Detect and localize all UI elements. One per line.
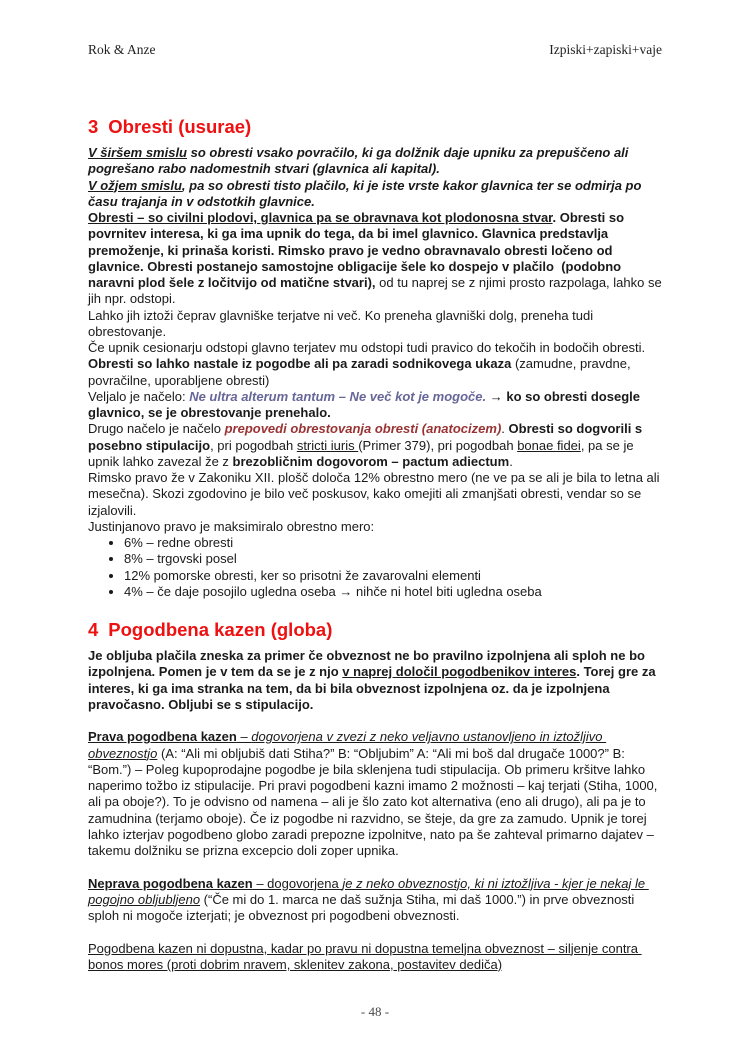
text-run: dogovorjena v zvezi z neko veljavno ustanovljeno in iztožljivo obveznostjo (88, 729, 607, 761)
bullet-list (88, 535, 663, 600)
paragraph (88, 308, 663, 341)
paragraph (88, 356, 663, 389)
blank-line (88, 859, 663, 875)
text-run: (“Če mi do 1. marca ne daš sužnja Stiha, mi daš 1000.”) in prve obveznosti sploh ni mogoče izterjati; je obveznost pri pogodbeni obveznosti. (88, 891, 638, 923)
text-run: (A: “Ali mi obljubiš dati Stiha?” B: “Obljubim” A: “Ali mi boš dal drugače 1000?” B: “Bom.”) – Poleg kupoprodajne pogodbe je bila sklenjena tudi stipulacija. Ob primeru kršitve lahko naperimo tožbo iz stipulacije. Pri pravi pogodbeni kazni imamo 2 možnosti – kaj terjati (Stiha, 1000, ali pa oboje?). To je odvisno od namena – ali je šlo zato kot alternativa (eno ali drugo), ali pa je to zamudnina (terjamo oboje). Če iz pogodbe ni razvidno, se šteje, da gre za zamudo. Upnik je torej lahko izterjav pogodbeno globo zaradi prepozne izpolnitve, nato pa še zahteval primarno dajatev – takemu dolžniku se prizna excepcio doli zoper upnika. (88, 745, 662, 858)
paragraph (88, 210, 666, 308)
paragraph (88, 421, 663, 470)
text-run: . Torej gre za interes, ki ga ima stranka na tem, da bi bila obveznost izpolnjena oz. da je izpolnjena pravočasno. Obljubi se s stipulacijo. (88, 664, 660, 712)
section-title: Obresti (usurae) (108, 116, 252, 137)
text-run: Neprava pogodbena kazen (88, 875, 253, 891)
paragraph (88, 519, 663, 535)
document-body (88, 116, 666, 973)
text-run: , pa se je upnik lahko zavezal že z (88, 437, 638, 469)
text-run: od tu naprej se z njimi prosto razpolaga, lahko se jih npr. odstopi. (88, 275, 666, 307)
section-heading (88, 116, 663, 138)
text-run: Rimsko pravo že v Zakoniku XII. plošč določa 12% obrestno mero (ne ve pa se ali je bila to letna ali mesečna). Skozi zgodovino je bilo več poskusov, kako omejiti ali zmanjšati obresti, vendar so se izjalovili. (88, 470, 664, 518)
paragraph (88, 941, 663, 974)
text-run: bonae fidei (517, 437, 581, 453)
text-run: Je obljuba plačila zneska za primer če obveznost ne bo pravilno izpolnjena ali sploh ne bo izpolnjena. Pomen je v tem da se je z njo (88, 648, 649, 680)
paragraph (88, 876, 663, 925)
text-run: Pogodbena kazen ni dopustna, kadar po pravu ni dopustna temeljna obveznost – siljenje contra bonos mores (proti dobrim nravem, sklenitev zakona, postavitev dediča) (88, 940, 642, 972)
text-run: Če upnik cesionarju odstopi glavno terjatev mu odstopi tudi pravico do tekočih in bodočih obresti. (88, 340, 646, 355)
page-header (88, 42, 662, 58)
text-run: Prava pogodbena kazen (88, 729, 237, 745)
text-run: Drugo načelo je načelo (88, 421, 225, 437)
text-run: . Obresti so povrnitev interesa, ki ga ima upnik do tega, da bi imel glavnico. Glavnica predstavlja premoženje, ki prinaša koristi. Rimsko pravo je vedno obravnavalo obresti ločeno od glavnice. Obresti postanejo samostojne obligacije šele ko dospejo v plačilo (podobno naravni plod šele z ločitvijo od matične stvari), (88, 210, 628, 290)
text-run: Veljalo je načelo: (88, 388, 190, 404)
text-run: – dogovorjena (252, 875, 343, 891)
text-run: (zamudne, pravdne, povračilne, uporabljene obresti) (88, 356, 635, 388)
bullet-item: • 12% pomorske obresti, ker so prisotni že zavarovalni elementi (124, 568, 663, 584)
section-heading (88, 619, 663, 641)
text-run: V ožjem smislu (88, 177, 182, 193)
text-run: je z neko obveznostjo, ki ni iztožljiva - kjer je nekaj le pogojno obljubljeno (88, 875, 649, 907)
blank-line (88, 924, 663, 940)
text-run: Obresti – so civilni plodovi, glavnica pa se obravnava kot plodonosna stvar (88, 210, 553, 225)
bullet-item: • 6% – redne obresti (124, 535, 663, 551)
paragraph (88, 729, 663, 859)
text-run: → ko so obresti dosegle glavnico, se je obrestovanje prenehalo. (88, 388, 644, 420)
text-run: stricti iuris (296, 437, 359, 453)
paragraph (88, 470, 663, 519)
header-right-text: Izpiski+zapiski+vaje (549, 42, 662, 57)
page-number: - 48 - (360, 1004, 390, 1019)
bullet-item: • 8% – trgovski posel (124, 551, 663, 567)
page-footer (0, 1004, 750, 1020)
paragraph (88, 389, 663, 422)
section-number: 3 (88, 116, 99, 137)
text-run: Ne ultra alterum tantum – Ne več kot je mogoče. (189, 388, 487, 404)
text-run: so obresti vsako povračilo, ki ga dolžnik daje upniku za prepuščeno ali pogrešano rabo nadomestnih stvari (glavnica ali kapital). (88, 145, 633, 177)
blank-line (88, 713, 663, 729)
text-run: Obresti so dogvorili s posebno stipulacijo (88, 421, 646, 453)
text-run: V širšem smislu (88, 145, 187, 160)
text-run: , pri pogodbah (210, 437, 297, 453)
bullet-item: • 4% – če daje posojilo ugledna oseba → nihče ni hotel biti ugledna oseba (124, 584, 663, 600)
paragraph (88, 145, 663, 178)
text-run: Justinjanovo pravo je maksimiralo obrestno mero: (88, 518, 375, 534)
section-title: Pogodbena kazen (globa) (108, 619, 333, 640)
text-run: Obresti so lahko nastale iz pogodbe ali pa zaradi sodnikovega ukaza (88, 356, 512, 372)
section-number: 4 (88, 619, 99, 640)
text-run: – (236, 729, 252, 745)
text-run: v naprej določil pogodbenikov interes (342, 664, 577, 680)
text-run: (Primer 379), pri pogodbah (358, 437, 518, 453)
paragraph (88, 178, 663, 211)
text-run: . (501, 421, 509, 437)
text-run: . (509, 453, 513, 469)
text-run: Lahko jih iztoži čeprav glavniške terjatve ni več. Ko preneha glavniški dolg, preneha tudi obrestovanje. (88, 307, 597, 339)
text-run: brezobličnim dogovorom – pactum adiectum (232, 453, 510, 469)
header-left-text: Rok & Anze (88, 42, 156, 57)
paragraph (88, 648, 663, 713)
text-run: prepovedi obrestovanja obresti (anatocizem) (224, 421, 502, 437)
paragraph (88, 340, 663, 356)
text-run: , pa so obresti tisto plačilo, ki je iste vrste kakor glavnica ter se odmirja po času trajanja in v odstotkih glavnice. (88, 177, 646, 209)
